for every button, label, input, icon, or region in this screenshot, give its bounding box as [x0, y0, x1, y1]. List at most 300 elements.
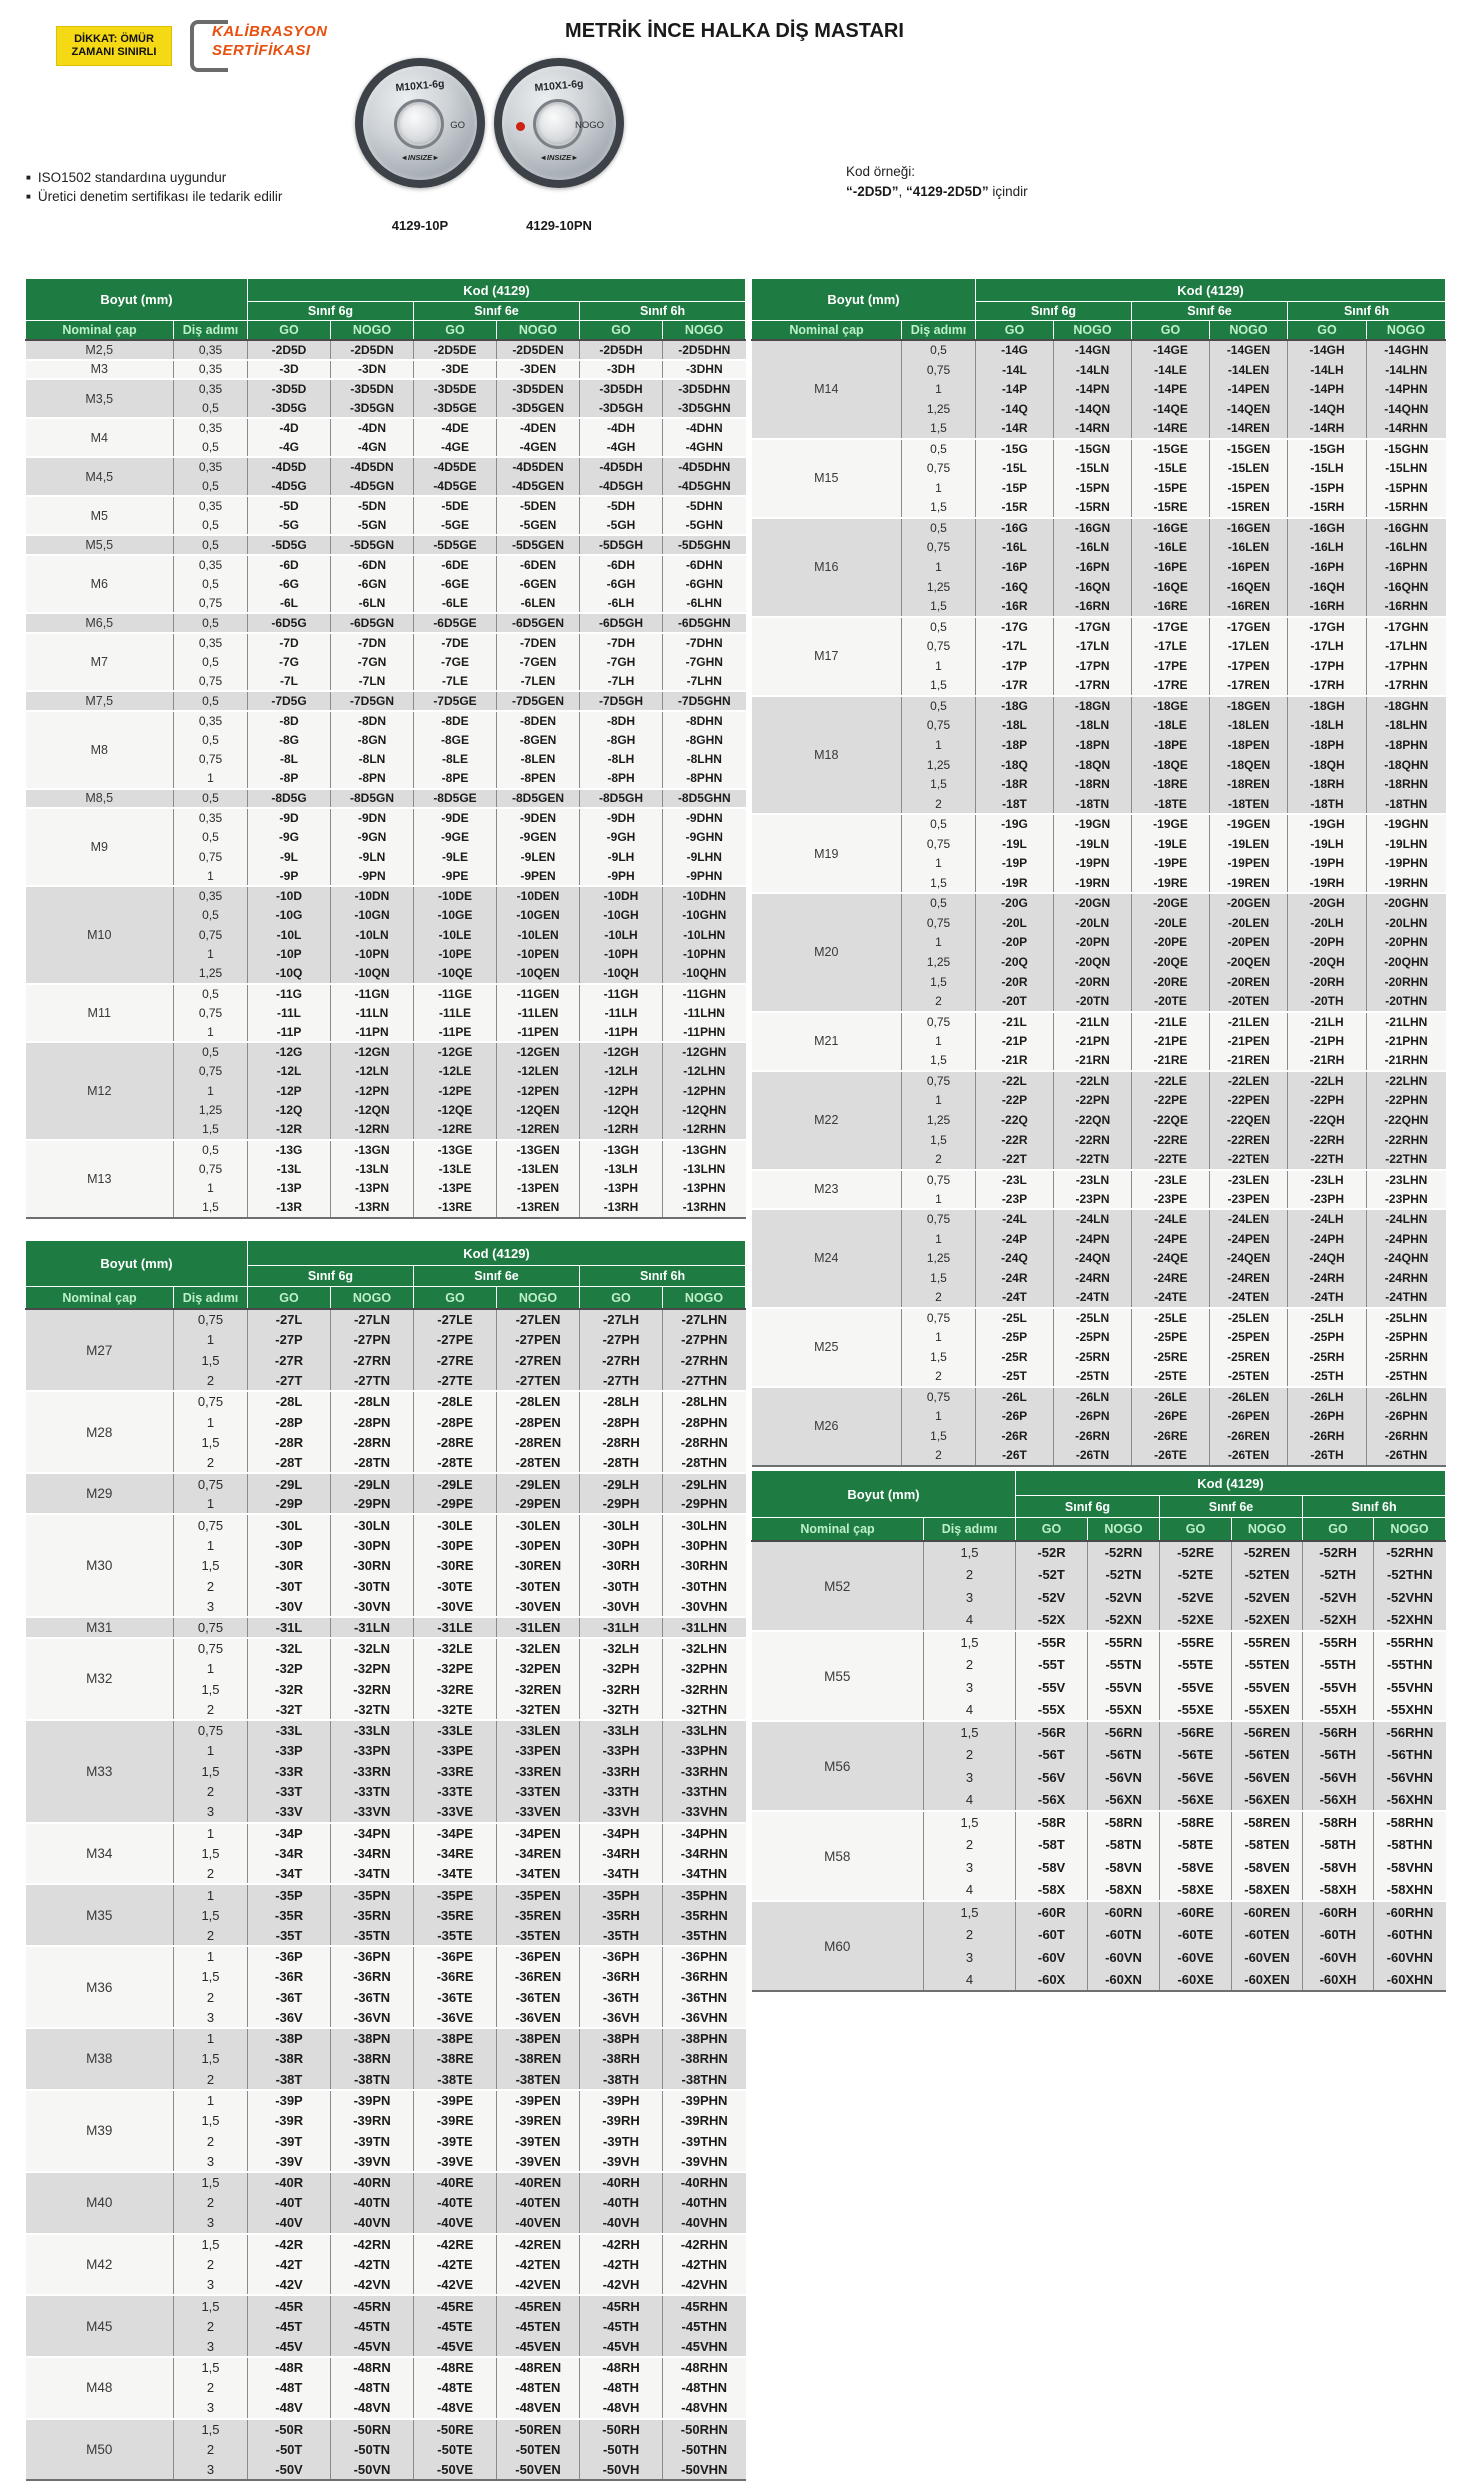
- order-code-cell: -40REN: [497, 2172, 580, 2193]
- order-code-cell: -22THN: [1367, 1150, 1446, 1170]
- order-code-cell: -15P: [976, 478, 1054, 498]
- order-code-cell: -50VEN: [497, 2460, 580, 2481]
- order-code-cell: -8DN: [331, 711, 414, 731]
- order-code-cell: -13PEN: [497, 1179, 580, 1199]
- nominal-size-cell: M3,5: [26, 379, 174, 418]
- order-code-cell: -11PHN: [663, 1023, 746, 1043]
- nominal-size-cell: M26: [752, 1387, 902, 1466]
- table-row: [26, 1042, 746, 1062]
- order-code-cell: -11GN: [331, 984, 414, 1004]
- order-code-cell: -52TN: [1088, 1564, 1160, 1587]
- order-code-cell: -7D5GN: [331, 691, 414, 711]
- pitch-cell: 0,35: [174, 360, 248, 380]
- order-code-cell: -35RH: [580, 1905, 663, 1926]
- pitch-cell: 0,35: [174, 808, 248, 828]
- order-code-cell: -52VH: [1303, 1586, 1374, 1609]
- order-code-cell: -20Q: [976, 952, 1054, 972]
- pitch-cell: 3: [174, 2460, 248, 2481]
- order-code-cell: -22LEN: [1210, 1071, 1288, 1091]
- order-code-cell: -32PHN: [663, 1658, 746, 1679]
- order-code-cell: -50TH: [580, 2439, 663, 2460]
- order-code-cell: -26L: [976, 1387, 1054, 1407]
- order-code-cell: -24QEN: [1210, 1249, 1288, 1269]
- table-row: [752, 1541, 1446, 1564]
- order-code-cell: -30THN: [663, 1576, 746, 1597]
- order-code-cell: -56RH: [1303, 1721, 1374, 1744]
- order-code-cell: -45THN: [663, 2316, 746, 2337]
- order-code-cell: -5DH: [580, 496, 663, 516]
- nominal-size-cell: M8: [26, 711, 174, 789]
- order-code-cell: -21PEN: [1210, 1031, 1288, 1051]
- order-code-cell: -24PH: [1288, 1229, 1367, 1249]
- order-code-cell: -25PN: [1054, 1328, 1132, 1348]
- order-code-cell: -33TEN: [497, 1782, 580, 1803]
- order-code-cell: -36RE: [414, 1967, 497, 1988]
- order-code-cell: -7DN: [331, 633, 414, 653]
- table-row: [26, 1638, 746, 1659]
- order-code-cell: -9GEN: [497, 828, 580, 848]
- order-code-cell: -5GEN: [497, 516, 580, 536]
- order-code-cell: -33THN: [663, 1782, 746, 1803]
- order-code-cell: -12LHN: [663, 1062, 746, 1082]
- order-code-cell: -31LE: [414, 1617, 497, 1638]
- order-code-cell: -6L: [248, 594, 331, 614]
- order-code-cell: -7DE: [414, 633, 497, 653]
- order-code-cell: -12LN: [331, 1062, 414, 1082]
- order-code-cell: -55THN: [1374, 1654, 1446, 1677]
- order-code-cell: -20QE: [1132, 952, 1210, 972]
- order-code-cell: -25RHN: [1367, 1347, 1446, 1367]
- order-code-cell: -30VE: [414, 1597, 497, 1618]
- order-code-cell: -48THN: [663, 2377, 746, 2398]
- nominal-size-cell: M25: [752, 1308, 902, 1387]
- order-code-cell: -34PHN: [663, 1823, 746, 1844]
- order-code-cell: -56V: [1016, 1766, 1088, 1789]
- pitch-cell: 1,5: [174, 2357, 248, 2378]
- order-code-cell: -48VEN: [497, 2398, 580, 2419]
- order-code-cell: -58XHN: [1374, 1879, 1446, 1902]
- order-code-cell: -6D: [248, 555, 331, 575]
- table-row: [26, 1391, 746, 1412]
- order-code-cell: -6GHN: [663, 574, 746, 594]
- pitch-cell: 1: [174, 1946, 248, 1967]
- order-code-cell: -6D5GN: [331, 613, 414, 633]
- order-code-cell: -18QHN: [1367, 755, 1446, 775]
- pitch-cell: 1,5: [174, 1432, 248, 1453]
- order-code-cell: -33V: [248, 1802, 331, 1823]
- order-code-cell: -60RE: [1160, 1901, 1232, 1924]
- order-code-cell: -7LH: [580, 672, 663, 692]
- table-row: [752, 617, 1446, 637]
- order-code-cell: -16RHN: [1367, 597, 1446, 617]
- nominal-size-cell: M28: [26, 1391, 174, 1473]
- nominal-size-cell: M12: [26, 1042, 174, 1140]
- order-code-cell: -10PHN: [663, 945, 746, 965]
- order-code-cell: -5D5GE: [414, 535, 497, 555]
- order-code-cell: -7D5GHN: [663, 691, 746, 711]
- order-code-cell: -17P: [976, 656, 1054, 676]
- order-code-cell: -8DE: [414, 711, 497, 731]
- order-code-cell: -9LHN: [663, 847, 746, 867]
- table-row: [26, 379, 746, 399]
- order-code-cell: -25PE: [1132, 1328, 1210, 1348]
- order-code-cell: -20PN: [1054, 933, 1132, 953]
- order-code-cell: -14GHN: [1367, 340, 1446, 360]
- order-code-cell: -45R: [248, 2295, 331, 2316]
- order-code-cell: -32PE: [414, 1658, 497, 1679]
- order-code-cell: -40THN: [663, 2193, 746, 2214]
- order-code-cell: -12QHN: [663, 1101, 746, 1121]
- order-code-cell: -35PN: [331, 1884, 414, 1905]
- order-code-cell: -18QN: [1054, 755, 1132, 775]
- pitch-cell: 3: [174, 2336, 248, 2357]
- pitch-cell: 4: [924, 1699, 1016, 1722]
- order-code-cell: -39PE: [414, 2090, 497, 2111]
- order-code-cell: -24PE: [1132, 1229, 1210, 1249]
- order-code-cell: -36TE: [414, 1987, 497, 2008]
- order-code-cell: -22LHN: [1367, 1071, 1446, 1091]
- order-code-cell: -14QH: [1288, 399, 1367, 419]
- order-code-cell: -36T: [248, 1987, 331, 2008]
- order-code-cell: -12QN: [331, 1101, 414, 1121]
- order-code-cell: -56RN: [1088, 1721, 1160, 1744]
- pitch-cell: 0,75: [174, 1062, 248, 1082]
- order-code-cell: -6D5GHN: [663, 613, 746, 633]
- order-code-cell: -16QH: [1288, 577, 1367, 597]
- order-code-cell: -23LEN: [1210, 1170, 1288, 1190]
- order-code-cell: -36VEN: [497, 2008, 580, 2029]
- order-code-cell: -14PHN: [1367, 380, 1446, 400]
- order-code-cell: -30VN: [331, 1597, 414, 1618]
- order-code-cell: -45TE: [414, 2316, 497, 2337]
- order-code-cell: -42REN: [497, 2234, 580, 2255]
- order-code-cell: -17LH: [1288, 636, 1367, 656]
- order-code-cell: -8LH: [580, 750, 663, 770]
- pitch-cell: 0,35: [174, 496, 248, 516]
- table-row: [26, 2357, 746, 2378]
- order-code-cell: -10LEN: [497, 925, 580, 945]
- order-code-cell: -25RN: [1054, 1347, 1132, 1367]
- order-code-cell: -30PN: [331, 1535, 414, 1556]
- pitch-cell: 3: [924, 1586, 1016, 1609]
- order-code-cell: -60THN: [1374, 1924, 1446, 1947]
- table-row: [26, 1473, 746, 1494]
- order-code-cell: -29PEN: [497, 1494, 580, 1515]
- order-code-cell: -19PH: [1288, 854, 1367, 874]
- pitch-cell: 0,5: [174, 828, 248, 848]
- order-code-cell: -15L: [976, 459, 1054, 479]
- order-code-cell: -18TEN: [1210, 794, 1288, 814]
- pitch-cell: 1: [902, 933, 976, 953]
- table-header-go: GO: [1016, 1518, 1088, 1542]
- order-code-cell: -60XHN: [1374, 1969, 1446, 1992]
- order-code-cell: -25RH: [1288, 1347, 1367, 1367]
- table-row: [26, 360, 746, 380]
- order-code-cell: -30L: [248, 1514, 331, 1535]
- table-row: [26, 691, 746, 711]
- order-code-cell: -30TN: [331, 1576, 414, 1597]
- order-code-cell: -13RE: [414, 1198, 497, 1218]
- pitch-cell: 1,25: [902, 399, 976, 419]
- order-code-cell: -55T: [1016, 1654, 1088, 1677]
- order-code-cell: -39PN: [331, 2090, 414, 2111]
- order-code-cell: -22RHN: [1367, 1130, 1446, 1150]
- order-code-cell: -12Q: [248, 1101, 331, 1121]
- order-code-cell: -19LEN: [1210, 834, 1288, 854]
- order-code-cell: -52XHN: [1374, 1609, 1446, 1632]
- order-code-cell: -16GHN: [1367, 518, 1446, 538]
- order-code-cell: -7D5GEN: [497, 691, 580, 711]
- pitch-cell: 0,75: [174, 925, 248, 945]
- order-code-cell: -55RN: [1088, 1631, 1160, 1654]
- order-code-cell: -5DE: [414, 496, 497, 516]
- order-code-cell: -48TEN: [497, 2377, 580, 2398]
- order-code-cell: -11GHN: [663, 984, 746, 1004]
- insize-brand-logo: ◄INSIZE►: [539, 153, 579, 162]
- order-code-cell: -52THN: [1374, 1564, 1446, 1587]
- order-code-cell: -39P: [248, 2090, 331, 2111]
- order-code-cell: -4GE: [414, 438, 497, 458]
- order-code-cell: -39PEN: [497, 2090, 580, 2111]
- order-code-cell: -25REN: [1210, 1347, 1288, 1367]
- table-header-boyut: Boyut (mm): [752, 279, 976, 321]
- order-code-cell: -18R: [976, 775, 1054, 795]
- table-row: [26, 2419, 746, 2440]
- order-code-cell: -16LE: [1132, 538, 1210, 558]
- order-code-cell: -3DN: [331, 360, 414, 380]
- order-code-cell: -55VN: [1088, 1676, 1160, 1699]
- pitch-cell: 0,75: [902, 1071, 976, 1091]
- order-code-cell: -20RHN: [1367, 972, 1446, 992]
- order-code-cell: -30TEN: [497, 1576, 580, 1597]
- pitch-cell: 1: [902, 735, 976, 755]
- order-code-cell: -50RE: [414, 2419, 497, 2440]
- order-code-cell: -3D5DEN: [497, 379, 580, 399]
- pitch-cell: 0,75: [174, 1159, 248, 1179]
- order-code-cell: -20PH: [1288, 933, 1367, 953]
- order-code-cell: -22QN: [1054, 1110, 1132, 1130]
- order-code-cell: -24Q: [976, 1249, 1054, 1269]
- pitch-cell: 1,5: [902, 1051, 976, 1071]
- order-code-cell: -38R: [248, 2049, 331, 2070]
- order-code-cell: -36THN: [663, 1987, 746, 2008]
- order-code-cell: -38THN: [663, 2069, 746, 2090]
- order-code-cell: -17LE: [1132, 636, 1210, 656]
- order-code-cell: -60VEN: [1232, 1946, 1303, 1969]
- order-code-cell: -16REN: [1210, 597, 1288, 617]
- nominal-size-cell: M24: [752, 1209, 902, 1308]
- table-row: [26, 1140, 746, 1160]
- order-code-cell: -40VEN: [497, 2213, 580, 2234]
- order-code-cell: -12QEN: [497, 1101, 580, 1121]
- order-code-cell: -52VN: [1088, 1586, 1160, 1609]
- order-code-cell: -39TEN: [497, 2131, 580, 2152]
- pitch-cell: 1,5: [902, 873, 976, 893]
- order-code-cell: -20LN: [1054, 913, 1132, 933]
- order-code-cell: -7GH: [580, 652, 663, 672]
- order-code-cell: -26PEN: [1210, 1407, 1288, 1427]
- pitch-cell: 2: [924, 1654, 1016, 1677]
- order-code-cell: -10LH: [580, 925, 663, 945]
- nominal-size-cell: M6: [26, 555, 174, 614]
- order-code-cell: -52XEN: [1232, 1609, 1303, 1632]
- order-code-cell: -12PEN: [497, 1081, 580, 1101]
- order-code-cell: -22R: [976, 1130, 1054, 1150]
- order-code-cell: -58XH: [1303, 1879, 1374, 1902]
- pitch-cell: 1,5: [924, 1811, 1016, 1834]
- order-code-cell: -13GEN: [497, 1140, 580, 1160]
- order-code-cell: -34TH: [580, 1864, 663, 1885]
- order-code-cell: -10G: [248, 906, 331, 926]
- order-code-cell: -17PN: [1054, 656, 1132, 676]
- table-row: [752, 893, 1446, 913]
- order-code-cell: -20REN: [1210, 972, 1288, 992]
- order-code-cell: -31LH: [580, 1617, 663, 1638]
- order-code-cell: -15RE: [1132, 498, 1210, 518]
- order-code-cell: -56VH: [1303, 1766, 1374, 1789]
- order-code-cell: -25LN: [1054, 1308, 1132, 1328]
- order-code-cell: -52RN: [1088, 1541, 1160, 1564]
- order-code-cell: -16QN: [1054, 577, 1132, 597]
- table-header-go: GO: [248, 1287, 331, 1310]
- order-code-cell: -40TN: [331, 2193, 414, 2214]
- order-code-cell: -50TEN: [497, 2439, 580, 2460]
- order-code-cell: -28THN: [663, 1453, 746, 1474]
- order-code-cell: -36RHN: [663, 1967, 746, 1988]
- order-code-cell: -12QH: [580, 1101, 663, 1121]
- nominal-size-cell: M7,5: [26, 691, 174, 711]
- order-code-cell: -29LH: [580, 1473, 663, 1494]
- order-code-cell: -50VE: [414, 2460, 497, 2481]
- order-code-cell: -55VHN: [1374, 1676, 1446, 1699]
- pitch-cell: 1: [174, 1740, 248, 1761]
- order-code-cell: -28P: [248, 1412, 331, 1433]
- order-code-cell: -4GEN: [497, 438, 580, 458]
- order-code-cell: -28PEN: [497, 1412, 580, 1433]
- order-code-cell: -35PE: [414, 1884, 497, 1905]
- order-code-cell: -33VE: [414, 1802, 497, 1823]
- pitch-cell: 1,5: [174, 2234, 248, 2255]
- order-code-cell: -14LEN: [1210, 360, 1288, 380]
- order-code-cell: -18QE: [1132, 755, 1210, 775]
- order-code-cell: -52TH: [1303, 1564, 1374, 1587]
- pitch-cell: 1: [902, 656, 976, 676]
- order-code-cell: -10LN: [331, 925, 414, 945]
- order-code-cell: -13P: [248, 1179, 331, 1199]
- pitch-cell: 0,75: [902, 360, 976, 380]
- order-code-cell: -13LN: [331, 1159, 414, 1179]
- order-code-cell: -6LE: [414, 594, 497, 614]
- order-code-cell: -5D5GHN: [663, 535, 746, 555]
- table-row: [26, 535, 746, 555]
- table-row: [752, 1387, 1446, 1407]
- order-code-cell: -9PH: [580, 867, 663, 887]
- nominal-size-cell: M11: [26, 984, 174, 1043]
- order-code-cell: -20GEN: [1210, 893, 1288, 913]
- order-code-cell: -58XEN: [1232, 1879, 1303, 1902]
- order-code-cell: -20L: [976, 913, 1054, 933]
- order-code-cell: -23LH: [1288, 1170, 1367, 1190]
- order-code-cell: -30VH: [580, 1597, 663, 1618]
- order-code-cell: -60R: [1016, 1901, 1088, 1924]
- table-row: [26, 1617, 746, 1638]
- table-row: [752, 518, 1446, 538]
- order-code-cell: -10PEN: [497, 945, 580, 965]
- order-code-cell: -26RH: [1288, 1426, 1367, 1446]
- table-row: [752, 1631, 1446, 1654]
- pitch-cell: 0,5: [902, 893, 976, 913]
- pitch-cell: 0,5: [174, 477, 248, 497]
- order-code-cell: -39THN: [663, 2131, 746, 2152]
- order-code-cell: -58XN: [1088, 1879, 1160, 1902]
- table-header-go: GO: [580, 321, 663, 341]
- order-code-cell: -16G: [976, 518, 1054, 538]
- order-code-cell: -10PN: [331, 945, 414, 965]
- order-code-cell: -25LEN: [1210, 1308, 1288, 1328]
- pitch-cell: 1: [902, 557, 976, 577]
- order-code-cell: -27RN: [331, 1350, 414, 1371]
- order-code-cell: -15GH: [1288, 439, 1367, 459]
- order-code-cell: -11PH: [580, 1023, 663, 1043]
- order-code-cell: -4D5DE: [414, 457, 497, 477]
- pitch-cell: 0,75: [902, 1209, 976, 1229]
- order-code-cell: -30PE: [414, 1535, 497, 1556]
- order-code-cell: -55V: [1016, 1676, 1088, 1699]
- order-code-cell: -36VH: [580, 2008, 663, 2029]
- order-code-cell: -9DN: [331, 808, 414, 828]
- nominal-size-cell: M18: [752, 696, 902, 815]
- order-code-cell: -17RHN: [1367, 676, 1446, 696]
- order-code-cell: -50RH: [580, 2419, 663, 2440]
- order-code-cell: -56T: [1016, 1744, 1088, 1767]
- order-code-cell: -42T: [248, 2254, 331, 2275]
- order-code-cell: -32TEN: [497, 1699, 580, 1720]
- order-code-cell: -58TN: [1088, 1834, 1160, 1857]
- pitch-cell: 1,5: [902, 1426, 976, 1446]
- order-code-cell: -58TH: [1303, 1834, 1374, 1857]
- pitch-cell: 1: [902, 478, 976, 498]
- nominal-size-cell: M60: [752, 1901, 924, 1991]
- table-header-nogo: NOGO: [663, 321, 746, 341]
- order-code-cell: -45VH: [580, 2336, 663, 2357]
- go-gauge-caption: 4129-10P: [391, 218, 449, 233]
- pitch-cell: 3: [924, 1856, 1016, 1879]
- order-code-cell: -38RE: [414, 2049, 497, 2070]
- pitch-cell: 1: [902, 854, 976, 874]
- table-header-nogo: NOGO: [497, 1287, 580, 1310]
- order-code-cell: -3D5DE: [414, 379, 497, 399]
- pitch-cell: 1: [174, 867, 248, 887]
- order-code-cell: -29PHN: [663, 1494, 746, 1515]
- order-code-cell: -27RE: [414, 1350, 497, 1371]
- table-header-dis-adimi: Diş adımı: [924, 1518, 1016, 1542]
- order-code-cell: -45TH: [580, 2316, 663, 2337]
- order-code-cell: -58T: [1016, 1834, 1088, 1857]
- order-code-cell: -32PEN: [497, 1658, 580, 1679]
- order-code-cell: -52V: [1016, 1586, 1088, 1609]
- order-code-cell: -15GE: [1132, 439, 1210, 459]
- pitch-cell: 0,75: [174, 1003, 248, 1023]
- order-code-cell: -23PN: [1054, 1189, 1132, 1209]
- order-code-cell: -14QE: [1132, 399, 1210, 419]
- gauge-code-table-m52-to-m60: [751, 1470, 1445, 1992]
- pitch-cell: 2: [174, 1987, 248, 2008]
- order-code-cell: -50V: [248, 2460, 331, 2481]
- table-header-kod: Kod (4129): [1016, 1471, 1446, 1496]
- order-code-cell: -36VN: [331, 2008, 414, 2029]
- order-code-cell: -52VHN: [1374, 1586, 1446, 1609]
- table-row: [26, 555, 746, 575]
